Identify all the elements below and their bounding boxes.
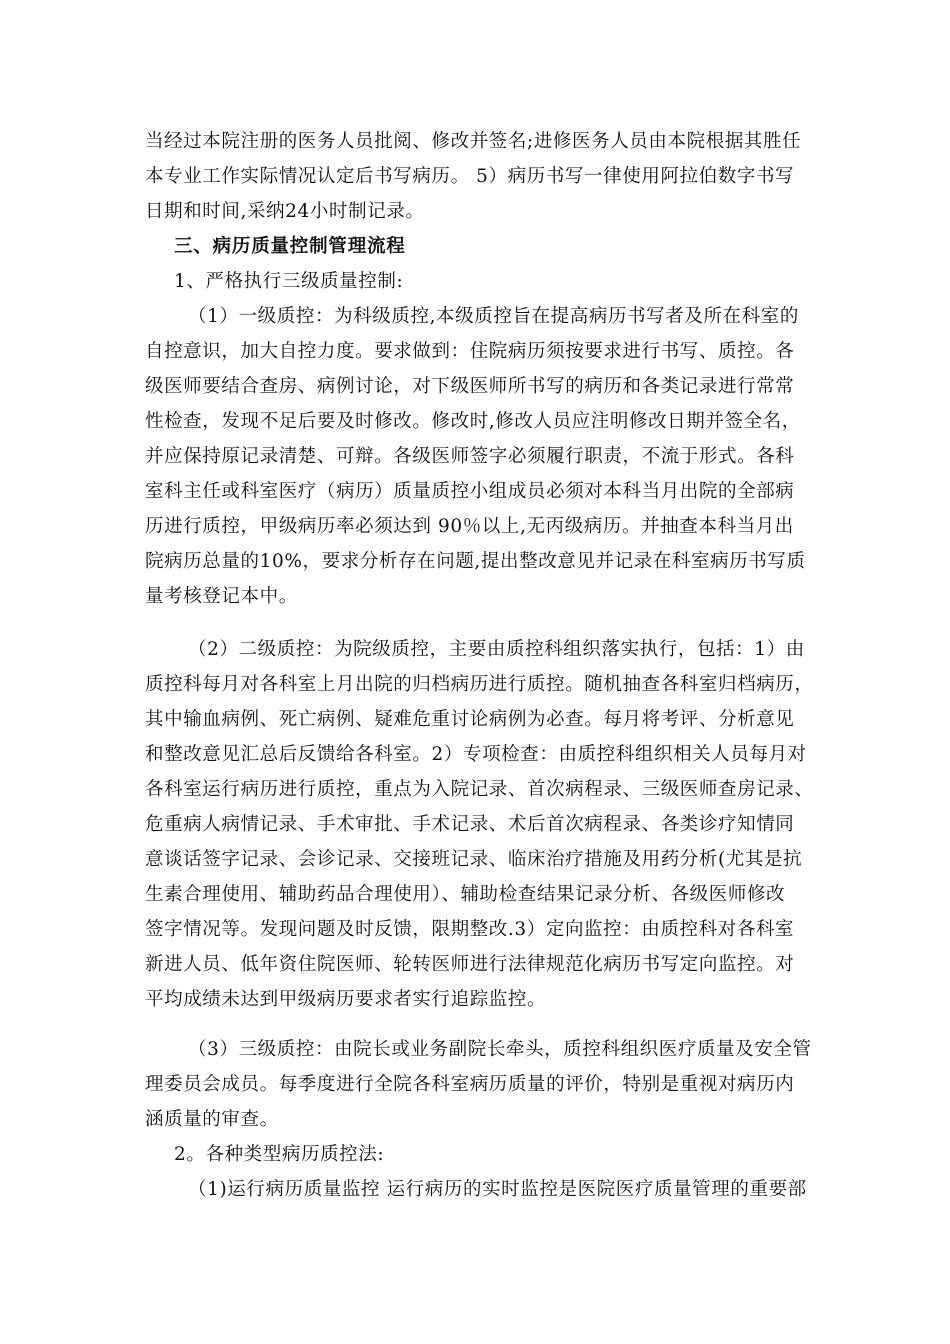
text-line: 当经过本院注册的医务人员批阅、修改并签名;进修医务人员由本院根据其胜任 — [145, 131, 802, 152]
text-line: 各科室运行病历进行质控，重点为入院记录、首次病程录、三级医师查房记录、 — [145, 779, 814, 800]
paragraph-first-line: （3）三级质控：由院长或业务副院长牵头，质控科组织医疗质量及安全管 — [188, 1039, 812, 1060]
text-line: 新进人员、低年资住院医师、轮转医师进行法律规范化病历书写定向监控。对 — [145, 954, 795, 975]
subsection-heading: 1、严格执行三级质量控制: — [174, 271, 404, 292]
text-line: 日期和时间,采纳24小时制记录。 — [145, 201, 425, 222]
text-line: 涵质量的审查。 — [145, 1109, 279, 1130]
text-line: 量考核登记本中。 — [145, 586, 298, 607]
text-line: 平均成绩未达到甲级病历要求者实行追踪监控。 — [145, 989, 547, 1010]
text-line: 和整改意见汇总后反馈给各科室。2）专项检查：由质控科组织相关人员每月对 — [145, 744, 807, 765]
text-line: 生素合理使用、辅助药品合理使用）、辅助检查结果记录分析、各级医师修改 — [145, 884, 786, 905]
text-line: 危重病人病情记录、手术审批、手术记录、术后首次病程录、各类诊疗知情同 — [145, 814, 795, 835]
text-line: 签字情况等。发现问题及时反馈，限期整改.3）定向监控：由质控科对各科室 — [145, 919, 795, 940]
text-line: 历进行质控，甲级病历率必须达到 90％以上,无丙级病历。并抽查本科当月出 — [145, 516, 794, 537]
text-line: 理委员会成员。每季度进行全院各科室病历质量的评价，特别是重视对病历内 — [145, 1074, 795, 1095]
text-line: 级医师要结合查房、病例讨论，对下级医师所书写的病历和各类记录进行常常 — [145, 376, 795, 397]
paragraph-first-line: （1）一级质控：为科级质控,本级质控旨在提高病历书写者及所在科室的 — [188, 306, 799, 327]
text-line: 院病历总量的10%，要求分析存在问题,提出整改意见并记录在科室病历书写质 — [145, 551, 806, 572]
text-line: 性检查，发现不足后要及时修改。修改时,修改人员应注明修改日期并签全名， — [145, 411, 801, 432]
text-line: 本专业工作实际情况认定后书写病历。 5）病历书写一律使用阿拉伯数字书写 — [145, 166, 795, 187]
text-line: 自控意识，加大自控力度。要求做到：住院病历须按要求进行书写、质控。各 — [145, 341, 795, 362]
text-line: 室科主任或科室医疗（病历）质量质控小组成员必须对本科当月出院的全部病 — [145, 481, 795, 502]
text-line: 意谈话签字记录、会诊记录、交接班记录、临床治疗措施及用药分析(尤其是抗 — [145, 849, 803, 870]
paragraph-first-line: （1)运行病历质量监控 运行病历的实时监控是医院医疗质量管理的重要部 — [188, 1179, 807, 1200]
text-line: 其中输血病例、死亡病例、疑难危重讨论病例为必查。每月将考评、分析意见 — [145, 709, 795, 730]
paragraph-first-line: （2）二级质控：为院级质控，主要由质控科组织落实执行，包括：1）由 — [188, 639, 805, 660]
subsection-heading: 2。各种类型病历质控法: — [174, 1144, 385, 1165]
text-line: 并应保持原记录清楚、可辩。各级医师签字必须履行职责，不流于形式。各科 — [145, 446, 795, 467]
text-line: 质控科每月对各科室上月出院的归档病历进行质控。随机抽查各科室归档病历， — [145, 674, 814, 695]
section-heading: 三、病历质量控制管理流程 — [174, 236, 406, 257]
